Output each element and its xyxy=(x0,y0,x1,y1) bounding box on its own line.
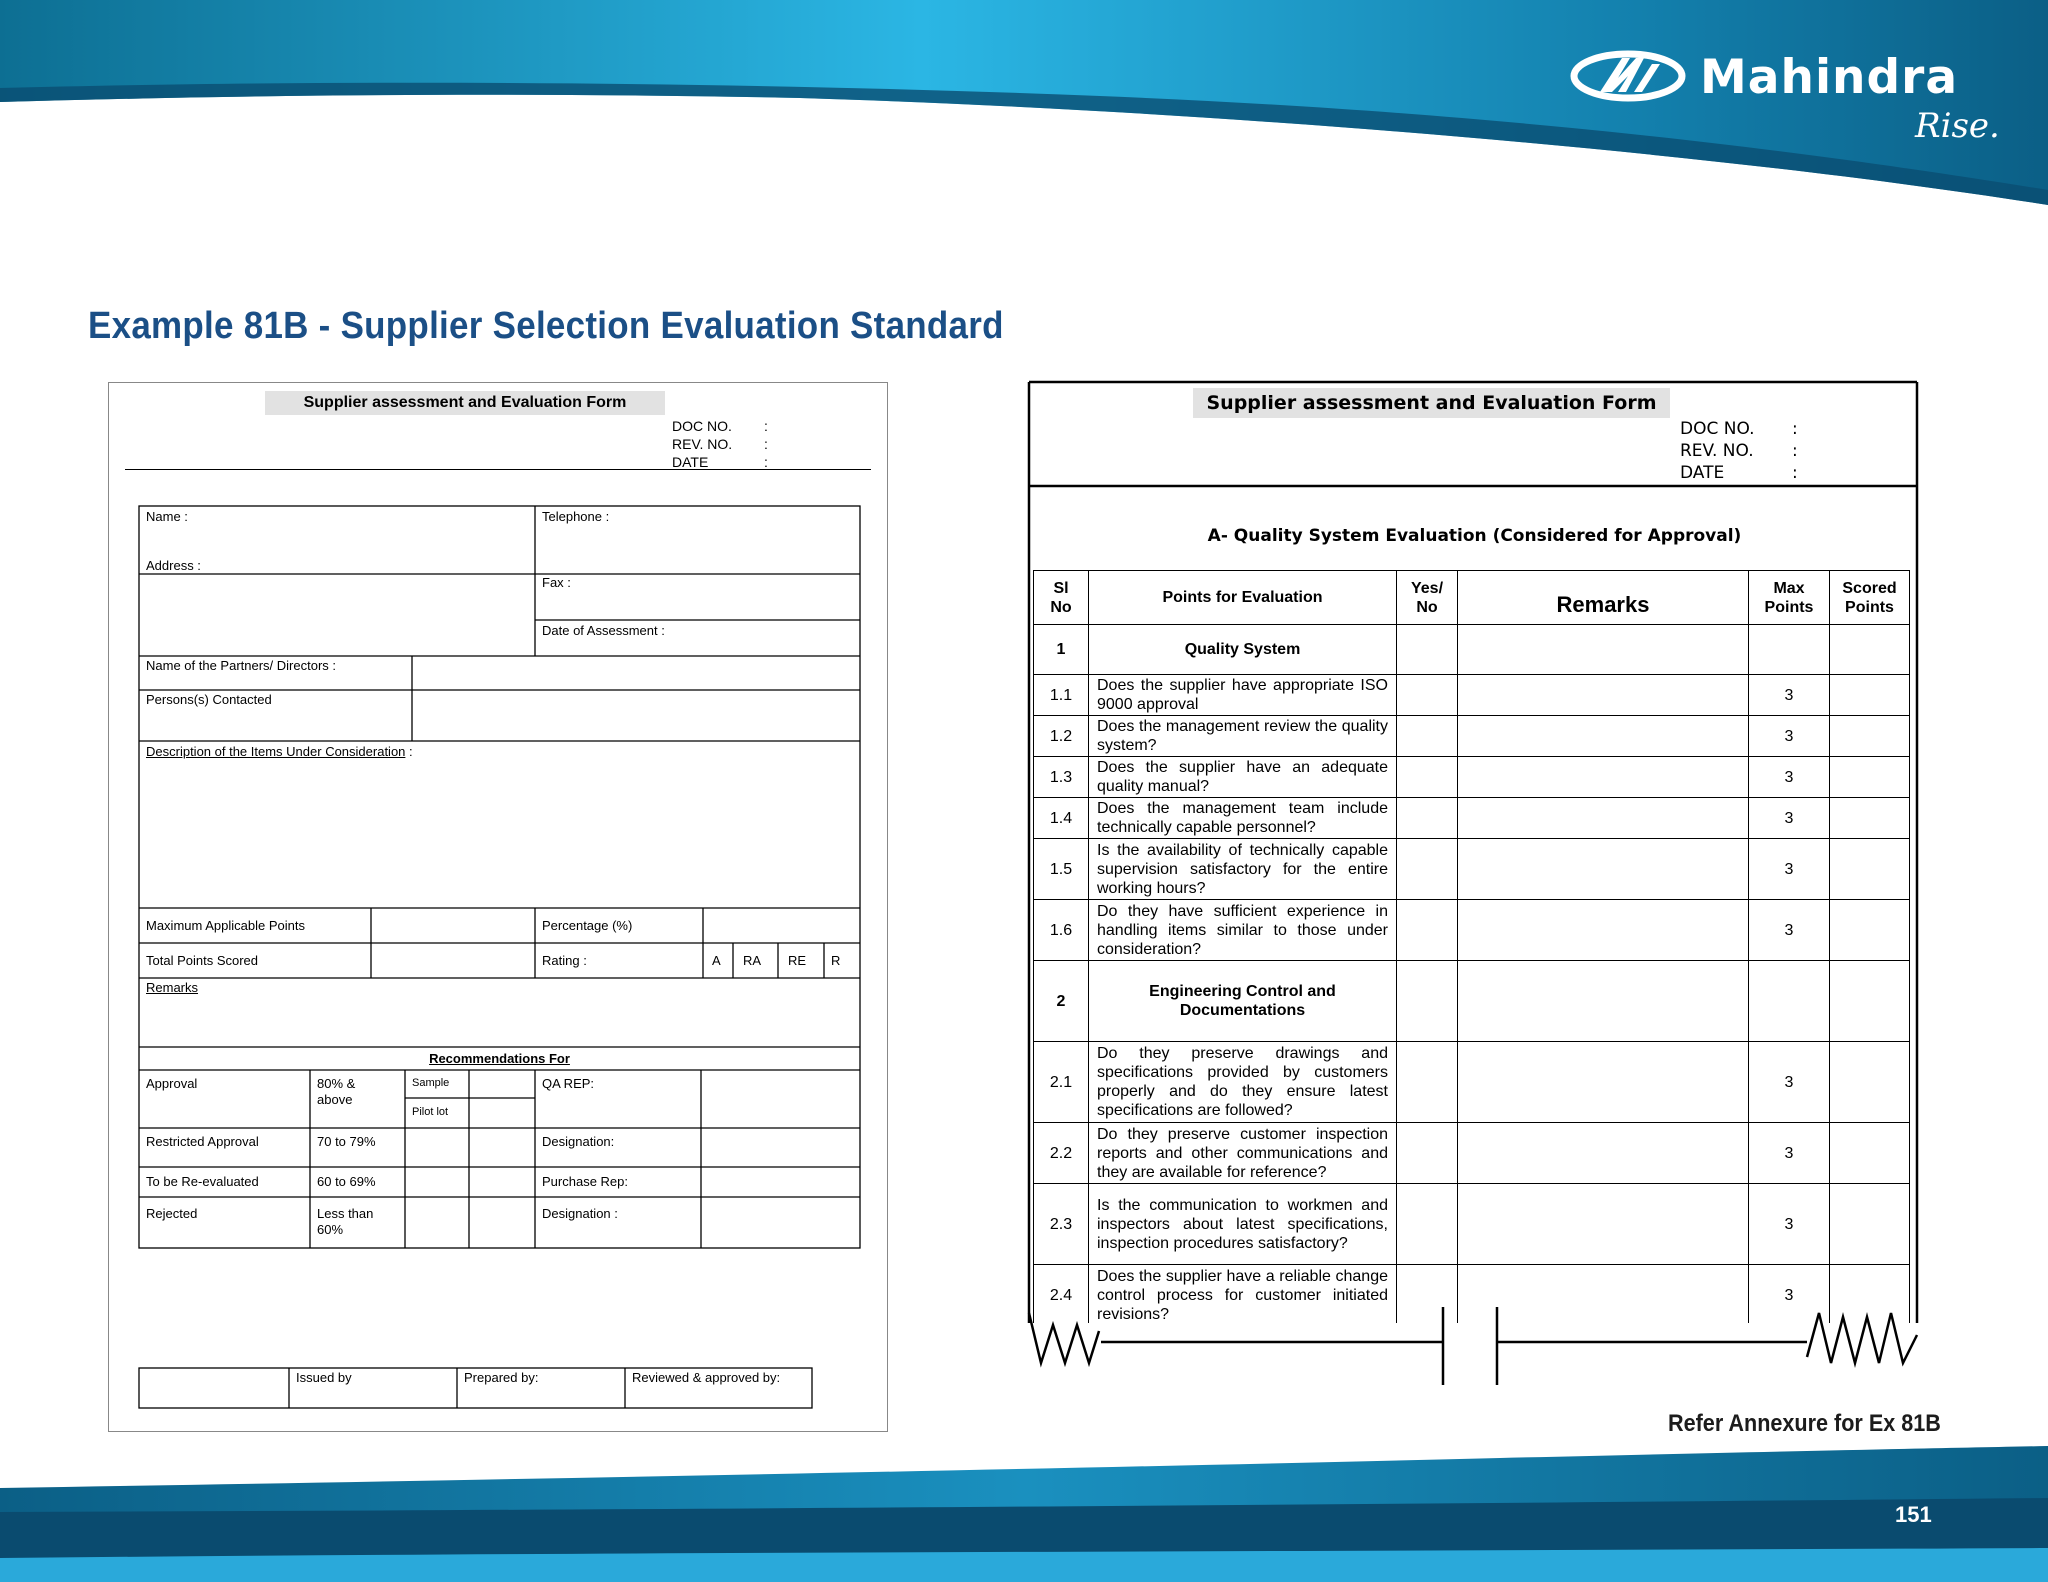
percentage-label: Percentage (%) xyxy=(542,918,633,933)
row-sl-no: 1.5 xyxy=(1034,839,1089,900)
right-evaluation-form xyxy=(1027,380,1922,1370)
yes-no-header: Yes/ No xyxy=(1397,571,1458,625)
row-remarks-cell xyxy=(1458,798,1749,839)
rating-code-ra: RA xyxy=(743,953,762,968)
right-rev-no: REV. NO. xyxy=(1680,441,1754,461)
row-max-points: 3 xyxy=(1749,757,1830,798)
issued-by-label: Issued by xyxy=(296,1370,352,1385)
row-sl-no: 1.3 xyxy=(1034,757,1089,798)
recommendations-heading: Recommendations For xyxy=(429,1051,570,1066)
table-break-marks xyxy=(1027,1305,1922,1385)
row-remarks-cell xyxy=(1458,900,1749,961)
left-doc-no: DOC NO. xyxy=(672,418,732,434)
row-evaluation-point: Does the supplier have appropriate ISO 9000 approval xyxy=(1089,675,1397,716)
page-number: 151 xyxy=(1895,1502,1932,1527)
right-date: DATE xyxy=(1680,463,1725,483)
row-yes-no-cell xyxy=(1397,675,1458,716)
row-scored-points-cell xyxy=(1830,900,1910,961)
restricted-approval-range: 70 to 79% xyxy=(317,1134,376,1149)
left-date-colon: : xyxy=(764,454,768,470)
row-scored-points-cell xyxy=(1830,1042,1910,1123)
row-scored-points-cell xyxy=(1830,961,1910,1042)
row-scored-points-cell xyxy=(1830,625,1910,675)
remarks-label: Remarks xyxy=(146,980,199,995)
address-label: Address : xyxy=(146,558,201,573)
row-remarks-cell xyxy=(1458,961,1749,1042)
left-doc-no-colon: : xyxy=(764,418,768,434)
row-max-points xyxy=(1749,961,1830,1042)
row-yes-no-cell xyxy=(1397,839,1458,900)
approval-range: 80% & above xyxy=(317,1076,356,1107)
row-max-points: 3 xyxy=(1749,675,1830,716)
annexure-footnote: Refer Annexure for Ex 81B xyxy=(1668,1410,1941,1437)
rejected-range: Less than 60% xyxy=(317,1206,374,1237)
left-rev-no-colon: : xyxy=(764,436,768,452)
qa-rep-label: QA REP: xyxy=(542,1076,595,1091)
row-max-points: 3 xyxy=(1749,839,1830,900)
footer-banner xyxy=(0,1440,2048,1582)
prepared-by-label: Prepared by: xyxy=(464,1370,539,1385)
description-label xyxy=(146,744,413,760)
brand-name: Mahindra xyxy=(1700,50,1959,105)
name-label: Name : xyxy=(146,509,188,524)
rejected-label: Rejected xyxy=(146,1206,198,1221)
row-sl-no: 1.1 xyxy=(1034,675,1089,716)
partners-label: Name of the Partners/ Directors : xyxy=(146,658,337,673)
row-evaluation-point: Quality System xyxy=(1089,625,1397,675)
table-row xyxy=(1034,1123,1910,1184)
row-max-points: 3 xyxy=(1749,1184,1830,1265)
row-evaluation-point: Does the management team include technically capable personnel? xyxy=(1089,798,1397,839)
approval-label: Approval xyxy=(146,1076,198,1091)
row-remarks-cell xyxy=(1458,625,1749,675)
right-date-colon: : xyxy=(1792,463,1798,483)
table-row xyxy=(1034,716,1910,757)
row-evaluation-point: Does the management review the quality system? xyxy=(1089,716,1397,757)
re-evaluated-label: To be Re-evaluated xyxy=(146,1174,259,1189)
row-sl-no: 1.6 xyxy=(1034,900,1089,961)
pilot-lot-label: Pilot lot xyxy=(412,1106,449,1118)
row-evaluation-point: Do they preserve customer inspection reports and other communications and they are available for reference? xyxy=(1089,1123,1397,1184)
row-evaluation-point: Does the supplier have a reliable change control process for customer initiated revisions? xyxy=(1089,1265,1397,1326)
points-header: Points for Evaluation xyxy=(1089,571,1397,625)
row-sl-no: 1.2 xyxy=(1034,716,1089,757)
date-of-assessment-label: Date of Assessment : xyxy=(542,623,665,638)
scored-points-header: Scored Points xyxy=(1830,571,1910,625)
rating-code-re: RE xyxy=(788,953,807,968)
row-sl-no: 2.2 xyxy=(1034,1123,1089,1184)
row-max-points: 3 xyxy=(1749,716,1830,757)
left-evaluation-form xyxy=(108,382,888,1432)
row-remarks-cell xyxy=(1458,757,1749,798)
description-colon: : xyxy=(409,744,413,759)
left-form-title: Supplier assessment and Evaluation Form xyxy=(265,391,665,415)
right-rev-no-colon: : xyxy=(1792,441,1798,461)
right-doc-no: DOC NO. xyxy=(1680,419,1755,439)
rating-code-r: R xyxy=(831,953,841,968)
rating-code-a: A xyxy=(712,953,721,968)
row-yes-no-cell xyxy=(1397,625,1458,675)
reviewed-by-label: Reviewed & approved by: xyxy=(632,1370,781,1385)
table-row xyxy=(1034,961,1910,1042)
table-row xyxy=(1034,675,1910,716)
row-scored-points-cell xyxy=(1830,675,1910,716)
row-yes-no-cell xyxy=(1397,757,1458,798)
row-remarks-cell xyxy=(1458,1123,1749,1184)
restricted-approval-label: Restricted Approval xyxy=(146,1134,259,1149)
fax-label: Fax : xyxy=(542,575,571,590)
page-title: Example 81B - Supplier Selection Evaluation Standard xyxy=(88,305,1004,347)
row-sl-no: 2.4 xyxy=(1034,1265,1089,1326)
table-row xyxy=(1034,1042,1910,1123)
left-form-grid xyxy=(109,383,889,1433)
row-max-points: 3 xyxy=(1749,1123,1830,1184)
table-row xyxy=(1034,798,1910,839)
description-text: Description of the Items Under Consideration xyxy=(146,744,406,759)
left-date: DATE xyxy=(672,454,709,470)
designation-2-label: Designation : xyxy=(542,1206,618,1221)
row-max-points: 3 xyxy=(1749,900,1830,961)
quality-section-title: A- Quality System Evaluation (Considered for Approval) xyxy=(1207,526,1742,546)
row-sl-no: 2.3 xyxy=(1034,1184,1089,1265)
row-scored-points-cell xyxy=(1830,757,1910,798)
row-remarks-cell xyxy=(1458,1042,1749,1123)
row-yes-no-cell xyxy=(1397,1184,1458,1265)
row-evaluation-point: Engineering Control and Documentations xyxy=(1089,961,1397,1042)
row-evaluation-point: Does the supplier have an adequate quality manual? xyxy=(1089,757,1397,798)
remarks-header: Remarks xyxy=(1458,571,1749,625)
row-remarks-cell xyxy=(1458,1184,1749,1265)
row-max-points: 3 xyxy=(1749,1265,1830,1326)
sl-no-header: Sl No xyxy=(1034,571,1089,625)
brand-tagline: Rise. xyxy=(1915,106,2000,146)
table-row xyxy=(1034,757,1910,798)
row-yes-no-cell xyxy=(1397,798,1458,839)
designation-label: Designation: xyxy=(542,1134,615,1149)
table-row xyxy=(1034,1184,1910,1265)
row-evaluation-point: Do they have sufficient experience in handling items similar to those under consideration? xyxy=(1089,900,1397,961)
row-scored-points-cell xyxy=(1830,716,1910,757)
row-remarks-cell xyxy=(1458,716,1749,757)
right-form-title: Supplier assessment and Evaluation Form xyxy=(1193,388,1670,418)
row-scored-points-cell xyxy=(1830,798,1910,839)
brand-block xyxy=(1570,46,2010,146)
rating-label: Rating : xyxy=(542,953,587,968)
max-points-label: Maximum Applicable Points xyxy=(146,918,305,933)
row-evaluation-point: Is the communication to workmen and inspectors about latest specifications, inspection procedures satisfactory? xyxy=(1089,1184,1397,1265)
row-remarks-cell xyxy=(1458,839,1749,900)
row-sl-no: 2.1 xyxy=(1034,1042,1089,1123)
row-evaluation-point: Do they preserve drawings and specifications provided by customers properly and do they ensure latest specifications are followed? xyxy=(1089,1042,1397,1123)
row-scored-points-cell xyxy=(1830,1123,1910,1184)
row-yes-no-cell xyxy=(1397,1042,1458,1123)
row-yes-no-cell xyxy=(1397,716,1458,757)
row-sl-no: 1 xyxy=(1034,625,1089,675)
row-remarks-cell xyxy=(1458,675,1749,716)
row-max-points: 3 xyxy=(1749,798,1830,839)
table-row xyxy=(1034,839,1910,900)
mahindra-logo-icon xyxy=(1570,48,1686,104)
purchase-rep-label: Purchase Rep: xyxy=(542,1174,628,1189)
persons-contacted-label: Persons(s) Contacted xyxy=(146,692,272,707)
row-yes-no-cell xyxy=(1397,900,1458,961)
row-scored-points-cell xyxy=(1830,1184,1910,1265)
row-evaluation-point: Is the availability of technically capable supervision satisfactory for the entire working hours? xyxy=(1089,839,1397,900)
re-evaluated-range: 60 to 69% xyxy=(317,1174,376,1189)
sample-label: Sample xyxy=(412,1077,450,1089)
evaluation-table xyxy=(1033,570,1910,1366)
table-row xyxy=(1034,625,1910,675)
left-rev-no: REV. NO. xyxy=(672,436,733,452)
row-sl-no: 2 xyxy=(1034,961,1089,1042)
row-max-points xyxy=(1749,625,1830,675)
table-row xyxy=(1034,900,1910,961)
row-max-points: 3 xyxy=(1749,1042,1830,1123)
total-points-label: Total Points Scored xyxy=(146,953,259,968)
row-sl-no: 1.4 xyxy=(1034,798,1089,839)
row-yes-no-cell xyxy=(1397,1123,1458,1184)
right-doc-no-colon: : xyxy=(1792,419,1798,439)
max-points-header: Max Points xyxy=(1749,571,1830,625)
row-scored-points-cell xyxy=(1830,839,1910,900)
row-yes-no-cell xyxy=(1397,961,1458,1042)
telephone-label: Telephone : xyxy=(542,509,610,524)
